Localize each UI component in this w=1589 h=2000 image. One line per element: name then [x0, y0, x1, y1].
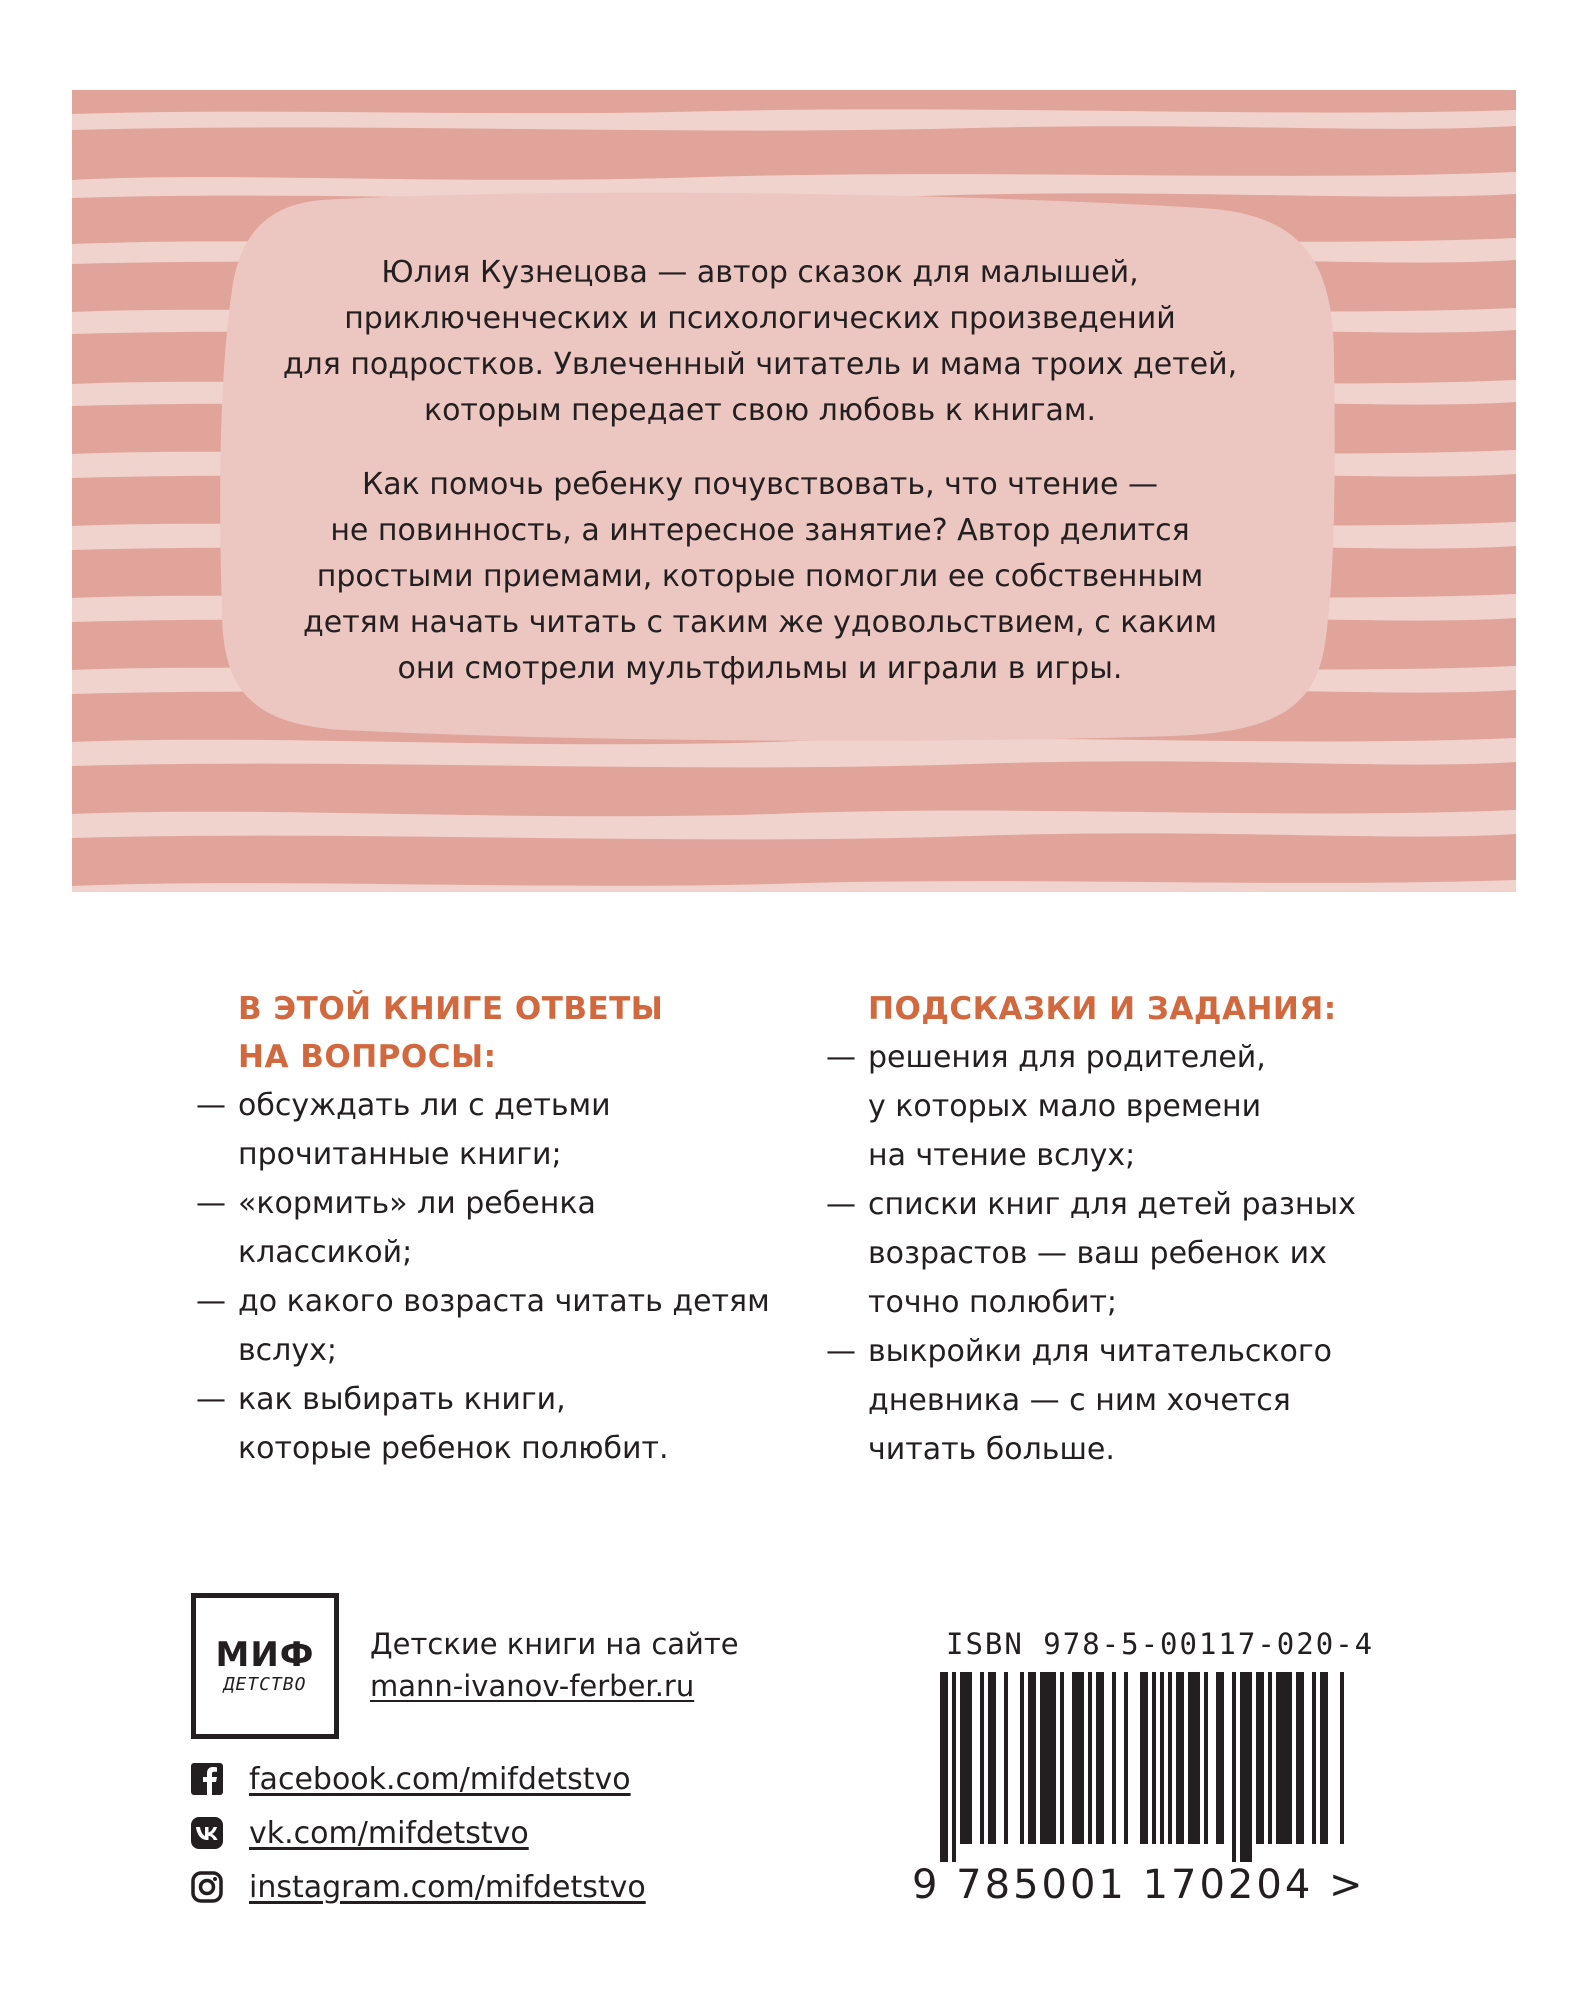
tips-title: [826, 985, 1386, 1033]
barcode-bar: [988, 1672, 996, 1844]
list-item: [196, 1179, 796, 1277]
barcode-bar: [1004, 1672, 1008, 1844]
tips-column: [826, 985, 1386, 1474]
text-line: не повинность, а интересное занятие? Автор делится: [330, 513, 1190, 548]
barcode-bar: [1088, 1672, 1092, 1844]
list-item: [826, 1327, 1386, 1474]
about-paragraph-1: [270, 250, 1250, 434]
barcode-bar: [1216, 1672, 1224, 1844]
text-line: приключенческих и психологических произведений: [344, 301, 1176, 336]
barcode-bar: [1340, 1672, 1344, 1844]
barcode-bar: [1320, 1672, 1328, 1844]
barcode-bar: [1020, 1672, 1024, 1844]
vk-link[interactable]: vk.com/mifdetstvo: [249, 1815, 529, 1851]
about-paragraph-2: [270, 462, 1250, 692]
item-line: возрастов — ваш ребенок их: [868, 1236, 1327, 1271]
list-item: [196, 1277, 796, 1375]
facebook-link[interactable]: facebook.com/mifdetstvo: [249, 1761, 631, 1797]
barcode-bar: [1040, 1672, 1056, 1844]
barcode-bar: [1168, 1672, 1172, 1844]
social-links: [189, 1752, 646, 1914]
barcode-bar: [1140, 1672, 1148, 1844]
list-item: [826, 1033, 1386, 1180]
item-line: которые ребенок полюбит.: [238, 1431, 669, 1466]
instagram-link[interactable]: instagram.com/mifdetstvo: [249, 1869, 646, 1905]
dash: —: [826, 1334, 856, 1369]
barcode-bar: [1112, 1672, 1116, 1844]
dash: —: [196, 1186, 226, 1221]
item-line: «кормить» ли ребенка: [238, 1186, 596, 1221]
item-line: до какого возраста читать детям: [238, 1284, 770, 1319]
barcode-bar: [1204, 1672, 1208, 1844]
barcode-bar: [980, 1672, 984, 1844]
list-item: [826, 1180, 1386, 1327]
barcode-image: [940, 1672, 1350, 1862]
item-line: на чтение вслух;: [868, 1138, 1136, 1173]
barcode-bar: [1276, 1672, 1292, 1844]
website-label: Детские книги на сайте: [370, 1627, 739, 1661]
text-line: Как помочь ребенку почувствовать, что чтение —: [362, 467, 1158, 502]
barcode-bar: [1268, 1672, 1272, 1844]
text-line: для подростков. Увлеченный читатель и мама троих детей,: [282, 347, 1238, 382]
item-line: как выбирать книги,: [238, 1382, 566, 1417]
barcode-bar: [1060, 1672, 1064, 1844]
item-line: выкройки для читательского: [868, 1334, 1332, 1369]
social-instagram[interactable]: [189, 1860, 646, 1914]
barcode-bar: [1296, 1672, 1304, 1844]
barcode-digits: 9 785001 170204 >: [912, 1862, 1366, 1908]
text-line: они смотрели мультфильмы и играли в игры.: [397, 651, 1123, 686]
barcode-bar: [1160, 1672, 1164, 1844]
about-text: [270, 250, 1250, 692]
logo-sub-text: ДЕТСТВО: [223, 1674, 307, 1695]
social-vk[interactable]: [189, 1806, 646, 1860]
text-line: простыми приемами, которые помогли ее собственным: [316, 559, 1204, 594]
item-line: списки книг для детей разных: [868, 1187, 1356, 1222]
barcode-bar: [1028, 1672, 1036, 1844]
item-line: вслух;: [238, 1333, 337, 1368]
item-line: у которых мало времени: [868, 1089, 1262, 1124]
publisher-logo: [191, 1593, 339, 1739]
social-facebook[interactable]: [189, 1752, 646, 1806]
website-info: [370, 1623, 739, 1707]
barcode-bar: [1232, 1672, 1236, 1862]
isbn-number: ISBN 978-5-00117-020-4: [946, 1627, 1375, 1661]
barcode-bar: [1256, 1672, 1264, 1844]
dash: —: [826, 1187, 856, 1222]
barcode-bar: [1152, 1672, 1156, 1844]
barcode-bar: [952, 1672, 956, 1862]
title-line: В ЭТОЙ КНИГЕ ОТВЕТЫ: [238, 991, 664, 1027]
barcode-bar: [1176, 1672, 1184, 1844]
item-line: прочитанные книги;: [238, 1137, 562, 1172]
questions-title: [196, 985, 796, 1081]
dash: —: [196, 1284, 226, 1319]
vk-icon: [189, 1815, 225, 1851]
barcode-bar: [960, 1672, 972, 1844]
title-line: НА ВОПРОСЫ:: [238, 1039, 497, 1075]
logo-main-text: МИФ: [215, 1635, 315, 1675]
barcode-bar: [1096, 1672, 1104, 1844]
barcode-bar: [1188, 1672, 1200, 1844]
stripe: [72, 833, 1516, 886]
stripe: [72, 761, 1516, 816]
instagram-icon: [189, 1869, 225, 1905]
barcode-bar: [1312, 1672, 1316, 1844]
questions-column: [196, 985, 796, 1473]
item-line: читать больше.: [868, 1432, 1115, 1467]
barcode-bar: [1240, 1672, 1252, 1862]
text-line: детям начать читать с таким же удовольствием, с каким: [303, 605, 1217, 640]
item-line: классикой;: [238, 1235, 413, 1270]
facebook-icon: [189, 1761, 225, 1797]
stripe: [72, 126, 1516, 180]
item-line: дневника — с ним хочется: [868, 1383, 1291, 1418]
list-item: [196, 1081, 796, 1179]
barcode-bar: [940, 1672, 948, 1862]
item-line: обсуждать ли с детьми: [238, 1088, 611, 1123]
tips-list: [826, 1033, 1386, 1474]
dash: —: [826, 1040, 856, 1075]
text-line: Юлия Кузнецова — автор сказок для малышей,: [381, 255, 1139, 290]
item-line: точно полюбит;: [868, 1285, 1118, 1320]
barcode-bar: [1124, 1672, 1128, 1844]
text-line: которым передает свою любовь к книгам.: [423, 393, 1097, 428]
dash: —: [196, 1382, 226, 1417]
list-item: [196, 1375, 796, 1473]
item-line: решения для родителей,: [868, 1040, 1266, 1075]
barcode-bar: [1072, 1672, 1084, 1844]
questions-list: [196, 1081, 796, 1473]
title-line: ПОДСКАЗКИ И ЗАДАНИЯ:: [868, 991, 1337, 1027]
website-link[interactable]: mann-ivanov-ferber.ru: [370, 1669, 695, 1703]
dash: —: [196, 1088, 226, 1123]
